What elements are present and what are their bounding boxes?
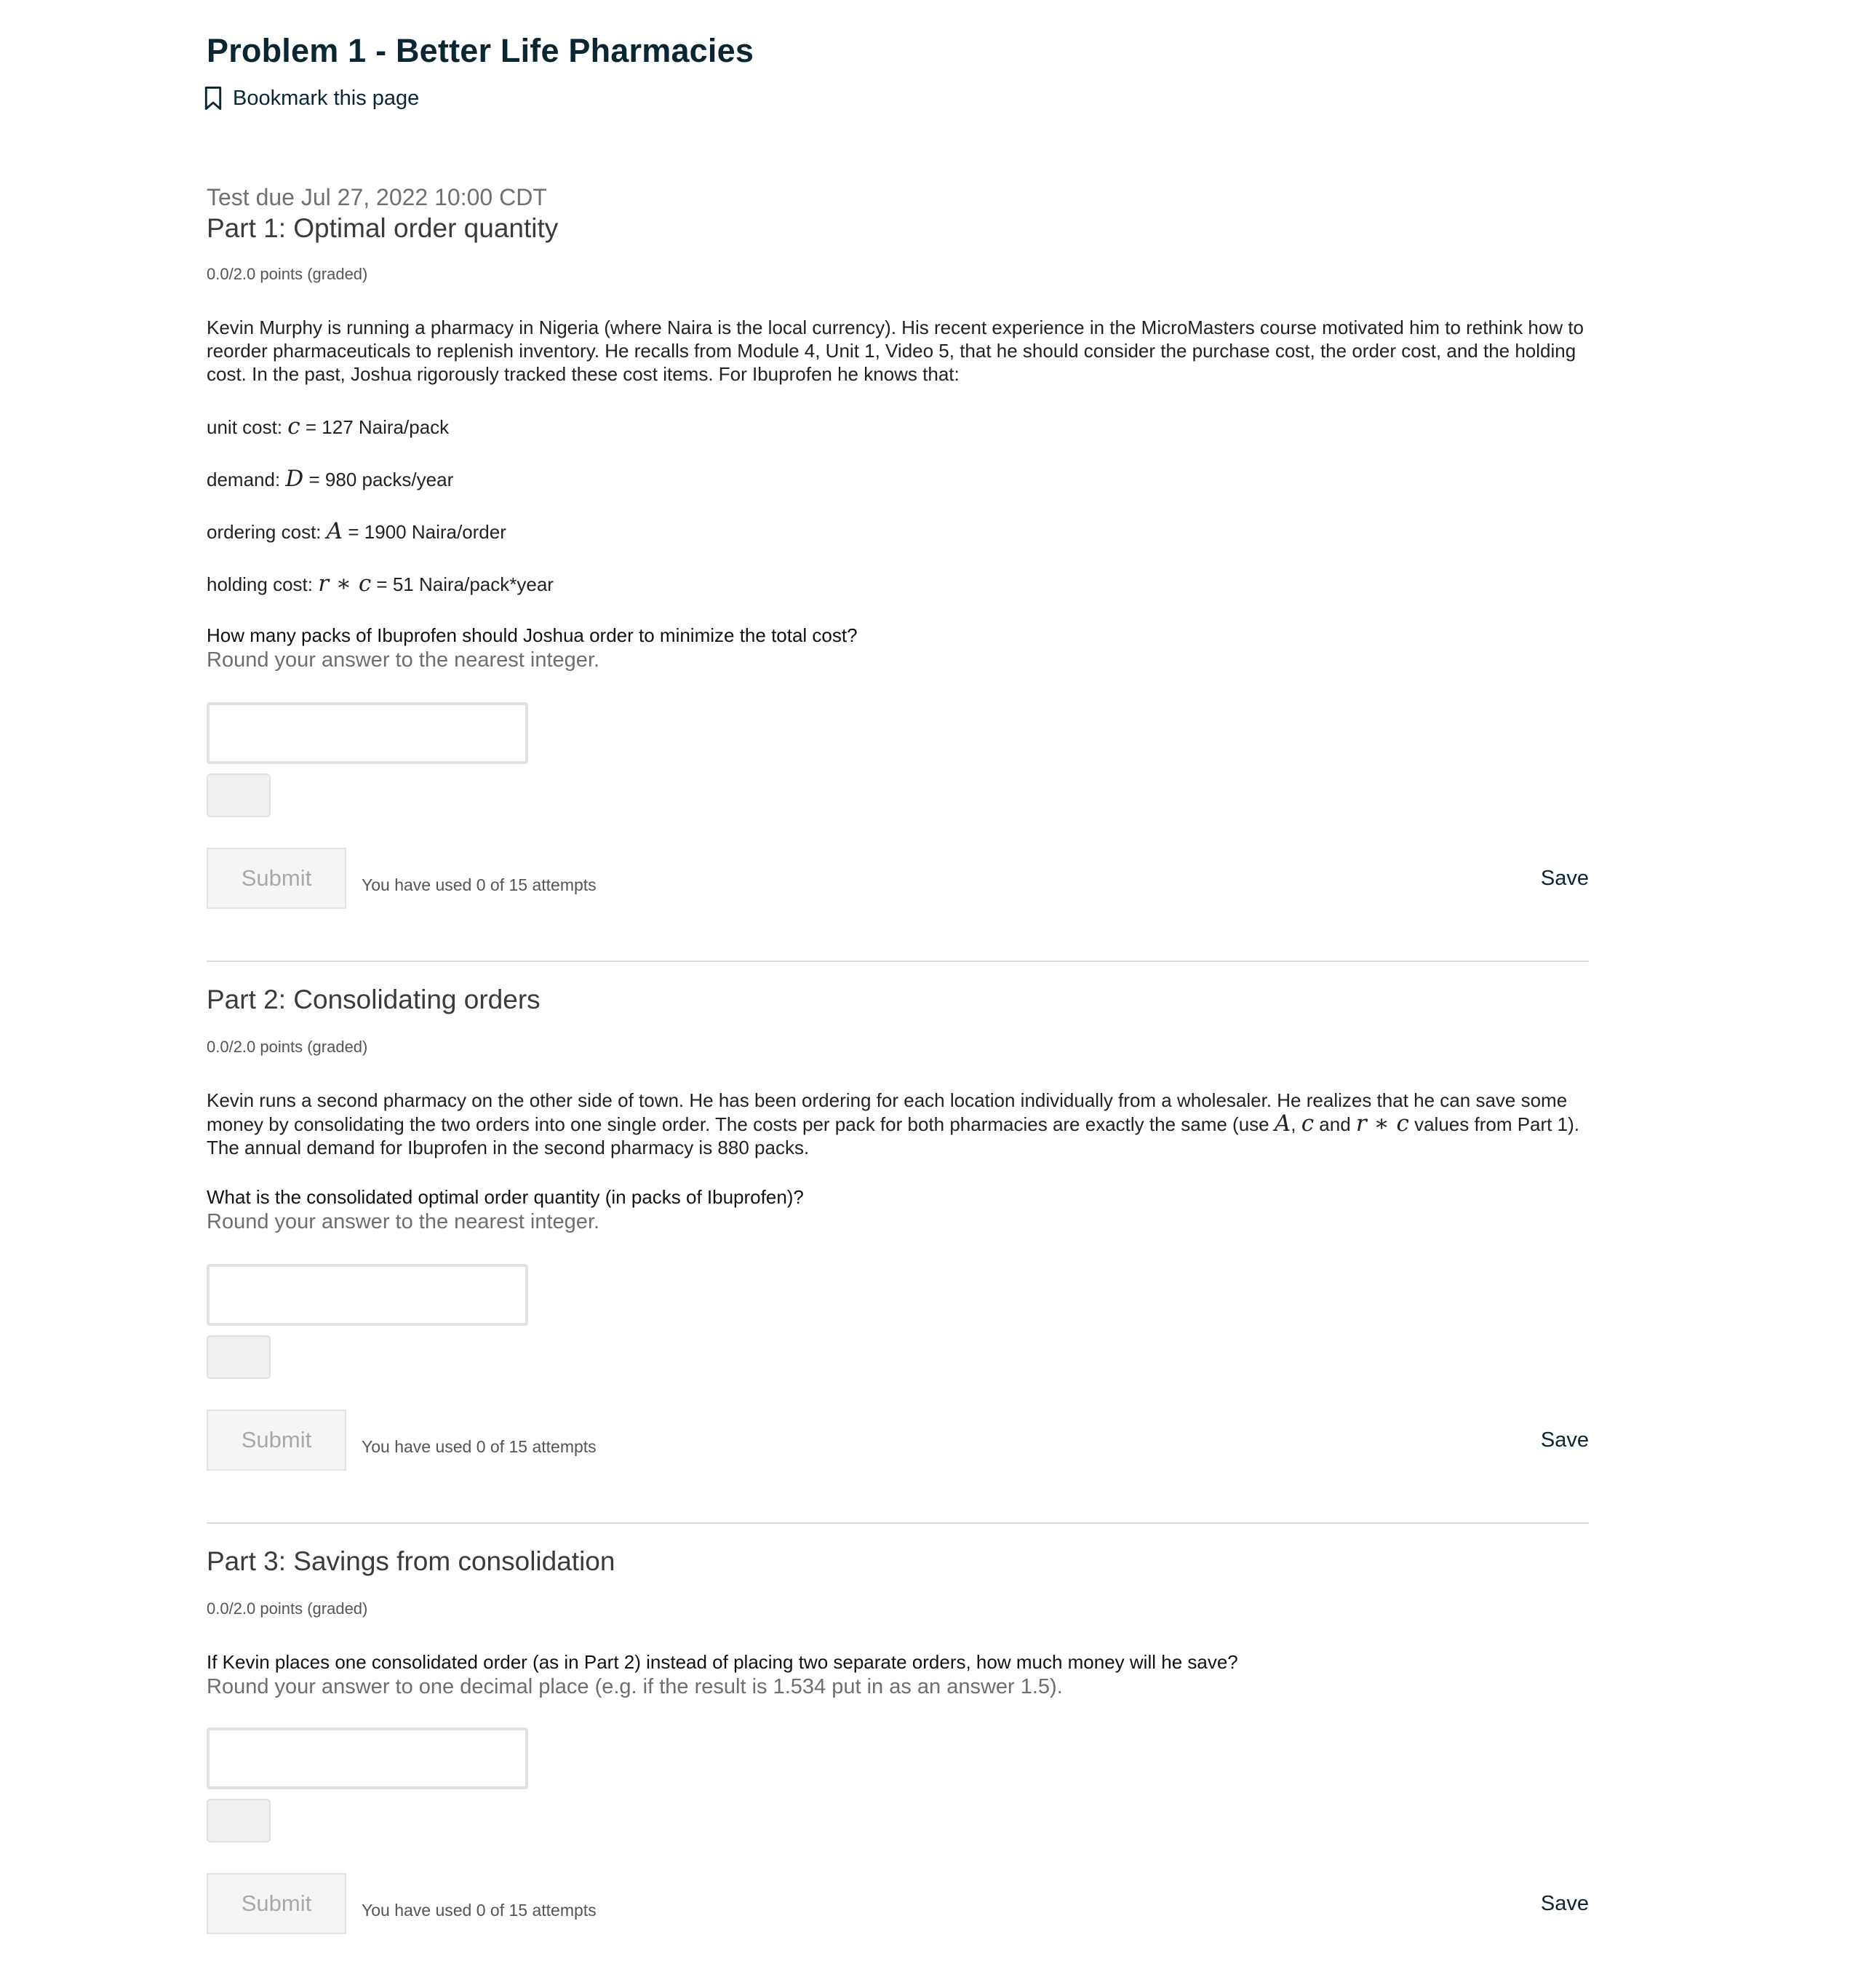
part3-hint: Round your answer to one decimal place (e.g. if the result is 1.534 put in as an answer 1.5). bbox=[207, 1675, 1063, 1698]
part3-answer-input[interactable] bbox=[207, 1727, 528, 1789]
due-date: Test due Jul 27, 2022 10:00 CDT bbox=[207, 184, 547, 210]
ordering-cost-label: ordering cost: bbox=[207, 521, 327, 543]
part2-var-a: A bbox=[1274, 1110, 1291, 1137]
part1-submit-button[interactable]: Submit bbox=[207, 848, 346, 909]
part3-save-button[interactable]: Save bbox=[1540, 1892, 1589, 1915]
demand-value: = 980 packs/year bbox=[303, 469, 454, 490]
part2-var-rc: r ∗ c bbox=[1355, 1110, 1409, 1137]
part1-answer-input[interactable] bbox=[207, 702, 528, 764]
part2-question: What is the consolidated optimal order quantity (in packs of Ibuprofen)? bbox=[207, 1186, 804, 1208]
ordering-cost-var: A bbox=[326, 518, 343, 544]
part1-status-indicator bbox=[207, 774, 271, 817]
part2-title: Part 2: Consolidating orders bbox=[207, 985, 541, 1014]
part2-status-indicator bbox=[207, 1335, 271, 1379]
unit-cost-var: c bbox=[287, 413, 300, 440]
holding-cost-value: = 51 Naira/pack*year bbox=[371, 573, 554, 595]
part1-save-button[interactable]: Save bbox=[1540, 867, 1589, 890]
part2-intro bbox=[207, 1089, 1589, 1159]
bookmark-button[interactable] bbox=[202, 86, 419, 111]
demand-var: D bbox=[285, 466, 304, 492]
bookmark-label: Bookmark this page bbox=[233, 86, 420, 110]
part1-attempts: You have used 0 of 15 attempts bbox=[362, 875, 597, 894]
holding-cost-var: r ∗ c bbox=[318, 570, 372, 597]
part1-title: Part 1: Optimal order quantity bbox=[207, 213, 559, 243]
part3-points: 0.0/2.0 points (graded) bbox=[207, 1599, 368, 1618]
part3-attempts: You have used 0 of 15 attempts bbox=[362, 1901, 597, 1920]
part3-title: Part 3: Savings from consolidation bbox=[207, 1546, 615, 1576]
part1-hint: Round your answer to the nearest integer. bbox=[207, 648, 600, 672]
demand-line bbox=[207, 467, 1589, 491]
part2-answer-input[interactable] bbox=[207, 1264, 528, 1326]
ordering-cost-value: = 1900 Naira/order bbox=[343, 521, 506, 543]
unit-cost-label: unit cost: bbox=[207, 416, 288, 438]
ordering-cost-line bbox=[207, 520, 1589, 544]
part2-hint: Round your answer to the nearest integer. bbox=[207, 1210, 600, 1233]
part1-intro: Kevin Murphy is running a pharmacy in Nigeria (where Naira is the local currency). His recent experience in the MicroMasters course motivated him to rethink how to reorder pharmaceuticals to replenish inventory. He recalls from Module 4, Unit 1, Video 5, that he should consider the purchase cost, the order cost, and the holding cost. In the past, Joshua rigorously tracked these cost items. For Ibuprofen he knows that: bbox=[207, 317, 1584, 385]
page-title: Problem 1 - Better Life Pharmacies bbox=[207, 32, 754, 69]
part2-intro-text-b: values from Part 1). The annual demand for Ibuprofen in the second pharmacy is 880 packs. bbox=[207, 1113, 1579, 1158]
part3-question: If Kevin places one consolidated order (as in Part 2) instead of placing two separate orders, how much money will he save? bbox=[207, 1651, 1238, 1673]
part1-points: 0.0/2.0 points (graded) bbox=[207, 265, 368, 283]
demand-label: demand: bbox=[207, 469, 286, 490]
part2-intro-text-a: Kevin runs a second pharmacy on the other side of town. He has been ordering for each location individually from a wholesaler. He realizes that he can save some money by consolidating the two orders into one single order. The costs per pack for both pharmacies are exactly the same (use bbox=[207, 1089, 1568, 1135]
part2-save-button[interactable]: Save bbox=[1540, 1428, 1589, 1452]
part-divider bbox=[207, 1522, 1589, 1524]
part2-submit-button[interactable]: Submit bbox=[207, 1410, 346, 1471]
part2-points: 0.0/2.0 points (graded) bbox=[207, 1038, 368, 1056]
unit-cost-line bbox=[207, 415, 1589, 439]
unit-cost-value: = 127 Naira/pack bbox=[300, 416, 450, 438]
part-divider bbox=[207, 961, 1589, 962]
part3-status-indicator bbox=[207, 1799, 271, 1842]
holding-cost-label: holding cost: bbox=[207, 573, 319, 595]
part2-attempts: You have used 0 of 15 attempts bbox=[362, 1437, 597, 1456]
bookmark-icon bbox=[202, 86, 224, 111]
holding-cost-line bbox=[207, 572, 1589, 596]
part1-question: How many packs of Ibuprofen should Joshua order to minimize the total cost? bbox=[207, 624, 858, 646]
part2-sep-1: , bbox=[1291, 1113, 1301, 1135]
part3-submit-button[interactable]: Submit bbox=[207, 1873, 346, 1934]
part2-var-c: c bbox=[1301, 1110, 1315, 1137]
part2-sep-2: and bbox=[1314, 1113, 1356, 1135]
